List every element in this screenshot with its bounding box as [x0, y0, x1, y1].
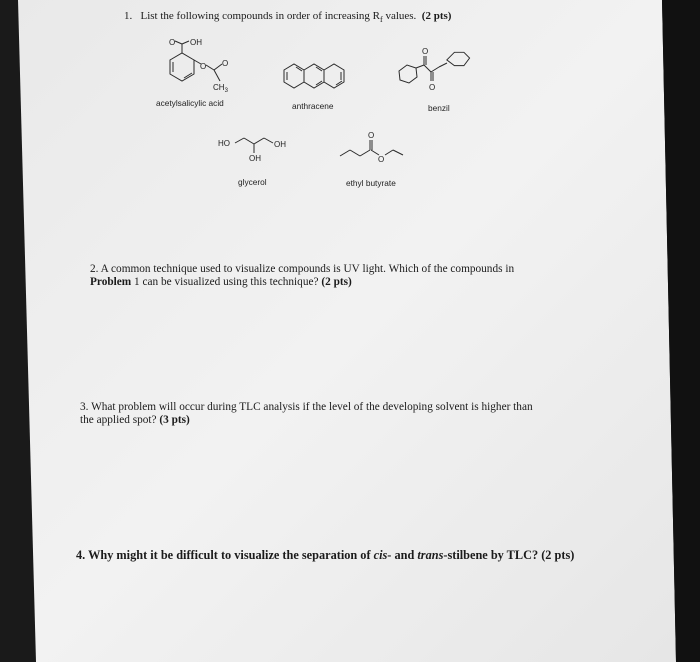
question-2-points: (2 pts) [321, 276, 352, 288]
benzene-ring [170, 53, 194, 81]
question-2-line-2-text: 1 can be visualized using this technique? [131, 276, 319, 288]
question-2 [90, 263, 514, 289]
glycerol-atom-oh-bottom: OH [249, 154, 261, 163]
acetylsalicylic-acid-structure [158, 38, 248, 93]
question-4 [76, 549, 574, 562]
anthracene-structure [280, 58, 360, 98]
glycerol-atom-ho: HO [218, 139, 230, 148]
paper-surface [18, 0, 676, 662]
ethyl-butyrate-atom-o-top: O [368, 131, 375, 140]
question-2-problem-word: Problem [90, 276, 132, 288]
benzil-atom-o-bottom: O [429, 83, 436, 92]
question-1-points: (2 pts) [421, 10, 452, 22]
acetylsalicylic-atom-o2: O [200, 62, 207, 71]
question-3-line-2 [80, 414, 533, 427]
question-3 [80, 401, 533, 427]
question-2-line-1: 2. A common technique used to visualize compounds is UV light. Which of the compounds in [90, 263, 515, 275]
glycerol-label: glycerol [238, 177, 267, 187]
question-1-text-after: values. [382, 10, 417, 22]
benzil-ring-right [447, 52, 470, 65]
question-4-text-b: - and [387, 548, 418, 562]
anthracene-ring-2 [304, 64, 324, 88]
question-4-points: (2 pts) [541, 548, 575, 562]
ethyl-butyrate-atom-o-ester: O [378, 155, 385, 164]
question-4-text-a: 4. Why might it be difficult to visualize the separation of [76, 548, 374, 562]
question-2-line-2 [90, 276, 514, 289]
acetylsalicylic-atom-o3: O [222, 59, 229, 68]
anthracene-label: anthracene [292, 101, 334, 111]
question-1-number: 1. [124, 10, 133, 22]
acetylsalicylic-atom-o1: O [169, 38, 176, 47]
question-3-line-1: 3. What problem will occur during TLC analysis if the level of the developing solvent is higher than [80, 401, 533, 413]
question-3-line-2-text: the applied spot? [80, 414, 157, 426]
benzil-atom-o-top: O [422, 47, 429, 56]
acetylsalicylic-atom-oh: OH [190, 38, 202, 47]
ethyl-butyrate-structure [338, 128, 428, 168]
question-4-cis: cis [373, 548, 388, 562]
question-1 [124, 10, 451, 26]
glycerol-atom-oh-right: OH [274, 140, 286, 149]
benzil-ring-left [399, 65, 417, 83]
question-4-trans: trans [417, 548, 444, 562]
acetylsalicylic-acid-label: acetylsalicylic acid [156, 98, 224, 108]
benzil-structure [395, 45, 495, 95]
question-4-text-c: -stilbene by TLC? [443, 548, 539, 562]
rf-subscript: f [380, 15, 383, 25]
question-3-points: (3 pts) [159, 414, 190, 426]
benzil-label: benzil [428, 103, 450, 113]
question-1-text: List the following compounds in order of increasing R [140, 10, 381, 22]
acetylsalicylic-atom-ch3: $CH_3$ [213, 83, 228, 94]
ethyl-butyrate-label: ethyl butyrate [346, 178, 396, 188]
glycerol-structure [218, 133, 298, 173]
